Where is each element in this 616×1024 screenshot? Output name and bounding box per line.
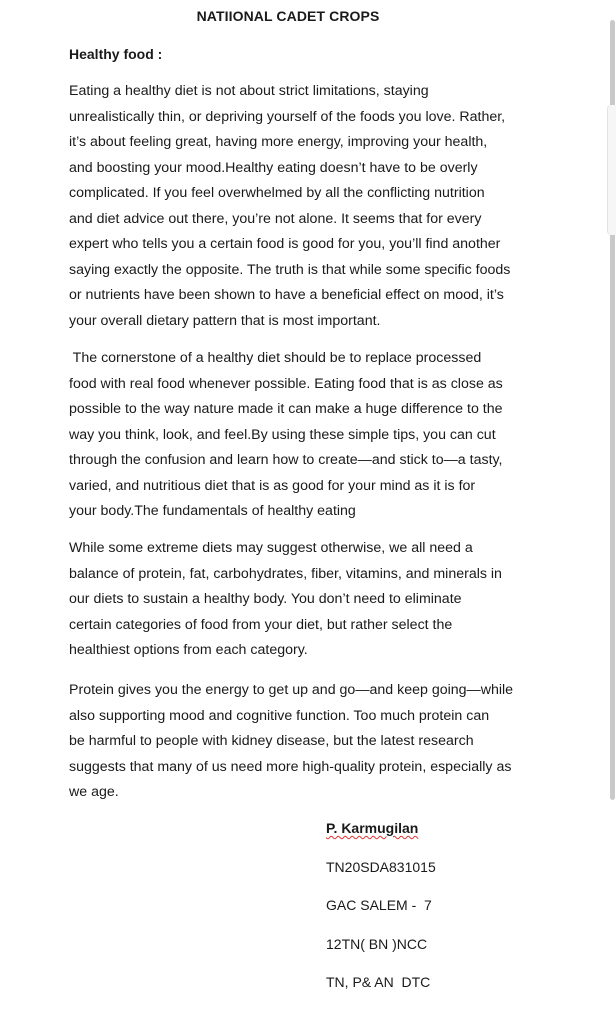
text-line: our diets to sustain a healthy body. You don’t need to eliminate: [69, 591, 462, 607]
paragraph-2: [69, 346, 559, 525]
text-line: balance of protein, fat, carbohydrates, fiber, vitamins, and minerals in: [69, 565, 502, 582]
paragraph-4: [69, 678, 559, 806]
college-name: GAC SALEM - 7: [326, 897, 432, 913]
text-line: Protein gives you the energy to get up and go—and keep going—while: [69, 682, 514, 698]
signature-block: [326, 818, 436, 1011]
text-line: suggests that many of us need more high-quality protein, especially as: [69, 758, 512, 775]
text-line: your overall dietary pattern that is most important.: [69, 312, 381, 329]
text-line: varied, and nutritious diet that is as good for your mind as it is for: [69, 477, 476, 494]
text-line: your body.The fundamentals of healthy eating: [69, 503, 356, 519]
text-line: While some extreme diets may suggest otherwise, we all need a: [69, 540, 473, 556]
text-line: Eating a healthy diet is not about strict limitations, staying: [69, 83, 429, 99]
section-heading: Healthy food :: [69, 46, 163, 62]
text-line: certain categories of food from your diet, but rather select the: [69, 616, 453, 633]
text-line: and diet advice out there, you’re not alone. It seems that for every: [69, 210, 482, 227]
text-line: possible to the way nature made it can make a huge difference to the: [69, 401, 503, 417]
text-line: healthiest options from each category.: [69, 642, 308, 658]
text-line: The cornerstone of a healthy diet should be to replace processed: [69, 350, 482, 366]
text-line: way you think, look, and feel.By using these simple tips, you can cut: [69, 426, 496, 443]
text-line: complicated. If you feel overwhelmed by all the conflicting nutrition: [69, 185, 485, 201]
directorate-name: TN, P& AN DTC: [326, 974, 431, 990]
vertical-scrollbar[interactable]: [608, 0, 616, 1024]
text-line: through the confusion and learn how to create—and stick to—a tasty,: [69, 452, 503, 468]
text-line: expert who tells you a certain food is good for you, you’ll find another: [69, 236, 501, 252]
text-line: unrealistically thin, or depriving yourself of the foods you love. Rather,: [69, 108, 506, 125]
document-title: NATIIONAL CADET CROPS: [196, 8, 380, 24]
text-line: food with real food whenever possible. Eating food that is as close as: [69, 375, 503, 392]
cadet-name: [326, 818, 436, 857]
text-line: or nutrients have been shown to have a beneficial effect on mood, it’s: [69, 287, 504, 303]
text-line: saying exactly the opposite. The truth is that while some specific foods: [69, 261, 511, 278]
cadet-name-text: P. Karmugilan: [326, 820, 419, 836]
unit-name: 12TN( BN )NCC: [326, 935, 428, 952]
scroll-handle[interactable]: [607, 105, 616, 235]
text-line: we age.: [69, 784, 119, 800]
text-line: be harmful to people with kidney disease, but the latest research: [69, 733, 474, 749]
paragraph-3: [69, 536, 559, 664]
cadet-id: TN20SDA831015: [326, 858, 436, 875]
text-line: also supporting mood and cognitive function. Too much protein can: [69, 707, 490, 724]
paragraph-1: [69, 79, 559, 334]
text-line: it’s about feeling great, having more energy, improving your health,: [69, 134, 488, 150]
text-line: and boosting your mood.Healthy eating doesn’t have to be overly: [69, 159, 478, 176]
